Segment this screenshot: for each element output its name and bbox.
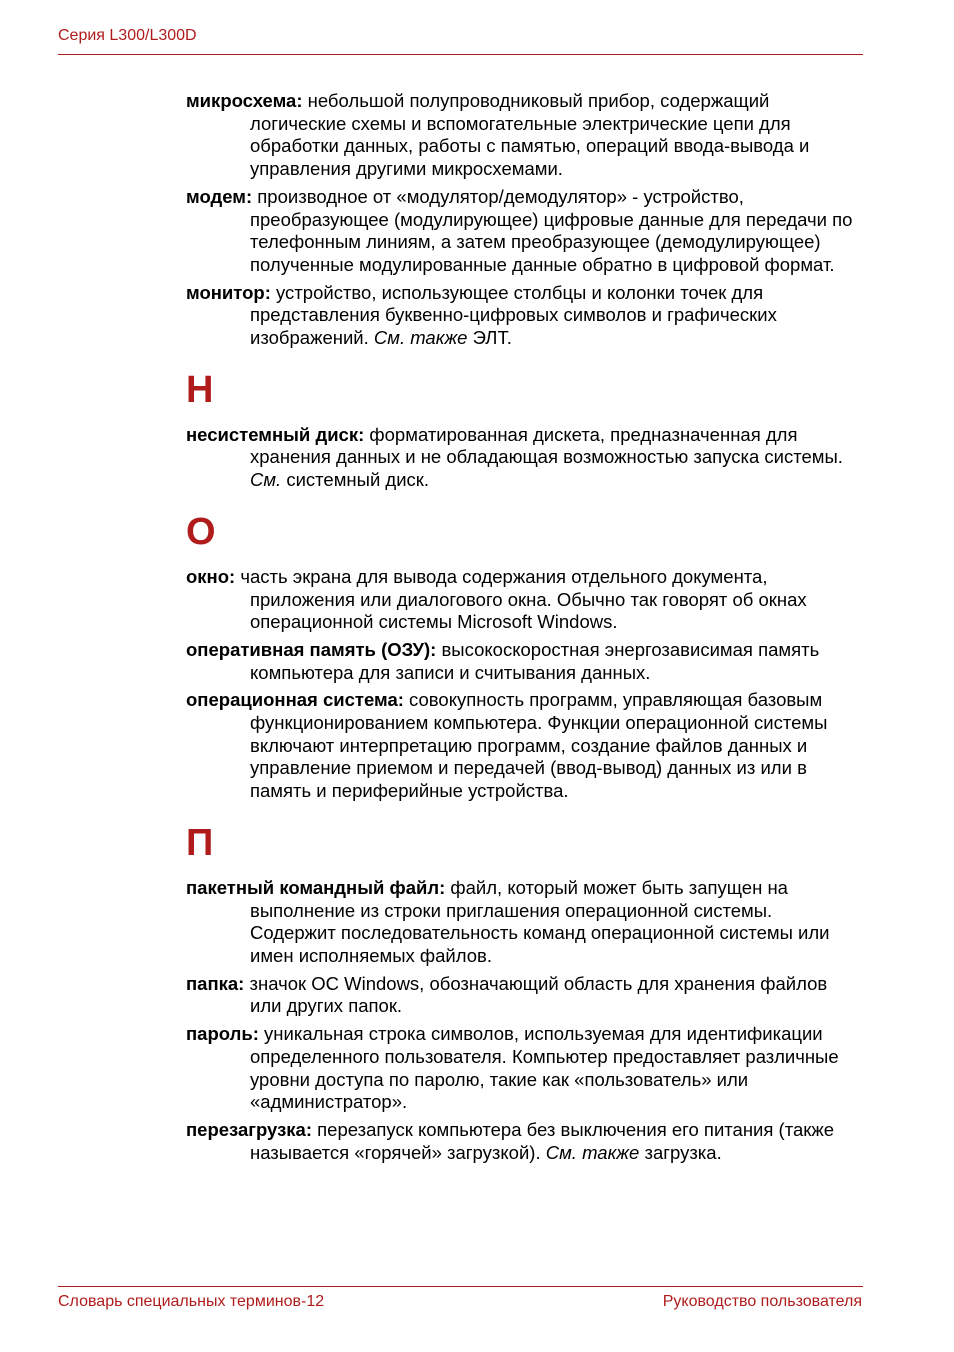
definition: перезапуск компьютера без выключения его питания (также называется «горячей» загрузкой).	[250, 1118, 835, 1163]
term: модем:	[186, 185, 253, 207]
footer-manual-title: Руководство пользователя	[662, 1293, 862, 1310]
glossary-entry-window	[186, 566, 862, 634]
term: операционная система:	[186, 689, 404, 711]
see-also: См. также	[545, 1141, 640, 1163]
section-letter-o: О	[186, 510, 216, 553]
footer-divider	[58, 1286, 863, 1287]
definition: производное от «модулятор/демодулятор» - устройство, преобразующее (модулирующее) цифровые данные для передачи по телефонным линиям, а затем преобразующее (демодулирующее) полученные модулированные данные обратно в цифровой формат.	[250, 185, 853, 275]
running-header: Серия L300/L300D	[58, 27, 197, 44]
term: пакетный командный файл:	[186, 876, 446, 898]
definition: уникальная строка символов, используемая для идентификации определенного пользователя. Компьютер предоставляет различные уровни доступа по паролю, такие как «пользователь» или «администратор».	[250, 1023, 839, 1113]
glossary-entry-reboot	[186, 1119, 862, 1164]
definition: устройство, использующее столбцы и колонки точек для представления буквенно-цифровых символов и графических изображений.	[250, 281, 777, 349]
term: пароль:	[186, 1023, 259, 1045]
definition: форматированная дискета, предназначенная для хранения данных и не обладающая возможностью запуска системы.	[250, 423, 843, 468]
definition-tail: ЭЛТ.	[467, 327, 512, 349]
term: окно:	[186, 565, 236, 587]
glossary-entry-modem	[186, 186, 862, 277]
section-letter-p: П	[186, 821, 214, 864]
section-letter-n: Н	[186, 368, 214, 411]
footer-page-label: Словарь специальных терминов-12	[58, 1293, 325, 1310]
header-divider	[58, 54, 863, 55]
glossary-entry-operating-system	[186, 689, 862, 803]
definition: часть экрана для вывода содержания отдельного документа, приложения или диалогового окна. Обычно так говорят об окнах операционной системы Microsoft Windows.	[235, 565, 807, 633]
definition: совокупность программ, управляющая базовым функционированием компьютера. Функции операционной системы включают интерпретацию программ, создание файлов данных и управление приемом и передачей (ввод-вывод) данных из или в память и периферийные устройства.	[250, 689, 828, 802]
glossary-content	[186, 90, 862, 1169]
glossary-entry-batch-file	[186, 877, 862, 968]
glossary-entry-ram	[186, 639, 862, 684]
definition-tail: загрузка.	[639, 1141, 722, 1163]
glossary-entry-folder	[186, 973, 862, 1018]
see-also: См.	[250, 469, 282, 491]
definition: значок ОС Windows, обозначающий область для хранения файлов или других папок.	[244, 972, 828, 1017]
term: несистемный диск:	[186, 423, 365, 445]
glossary-entry-microchip	[186, 90, 862, 181]
term: микросхема:	[186, 90, 303, 111]
definition: файл, который может быть запущен на выполнение из строки приглашения операционной системы. Содержит последовательность команд операционной системы или имен исполняемых файлов.	[250, 876, 830, 966]
glossary-entry-password	[186, 1023, 862, 1114]
definition-tail: системный диск.	[281, 469, 430, 491]
definition: высокоскоростная энергозависимая память компьютера для записи и считывания данных.	[250, 638, 820, 683]
term: монитор:	[186, 281, 271, 303]
term: перезагрузка:	[186, 1118, 313, 1140]
term: оперативная память (ОЗУ):	[186, 638, 437, 660]
glossary-entry-non-system-disk	[186, 424, 862, 492]
definition: небольшой полупроводниковый прибор, содержащий логические схемы и вспомогательные электрические цепи для обработки данных, работы с памятью, операций ввода-вывода и управления другими микросхемами.	[250, 90, 810, 180]
term: папка:	[186, 972, 245, 994]
see-also: См. также	[373, 327, 468, 349]
glossary-entry-monitor	[186, 282, 862, 350]
